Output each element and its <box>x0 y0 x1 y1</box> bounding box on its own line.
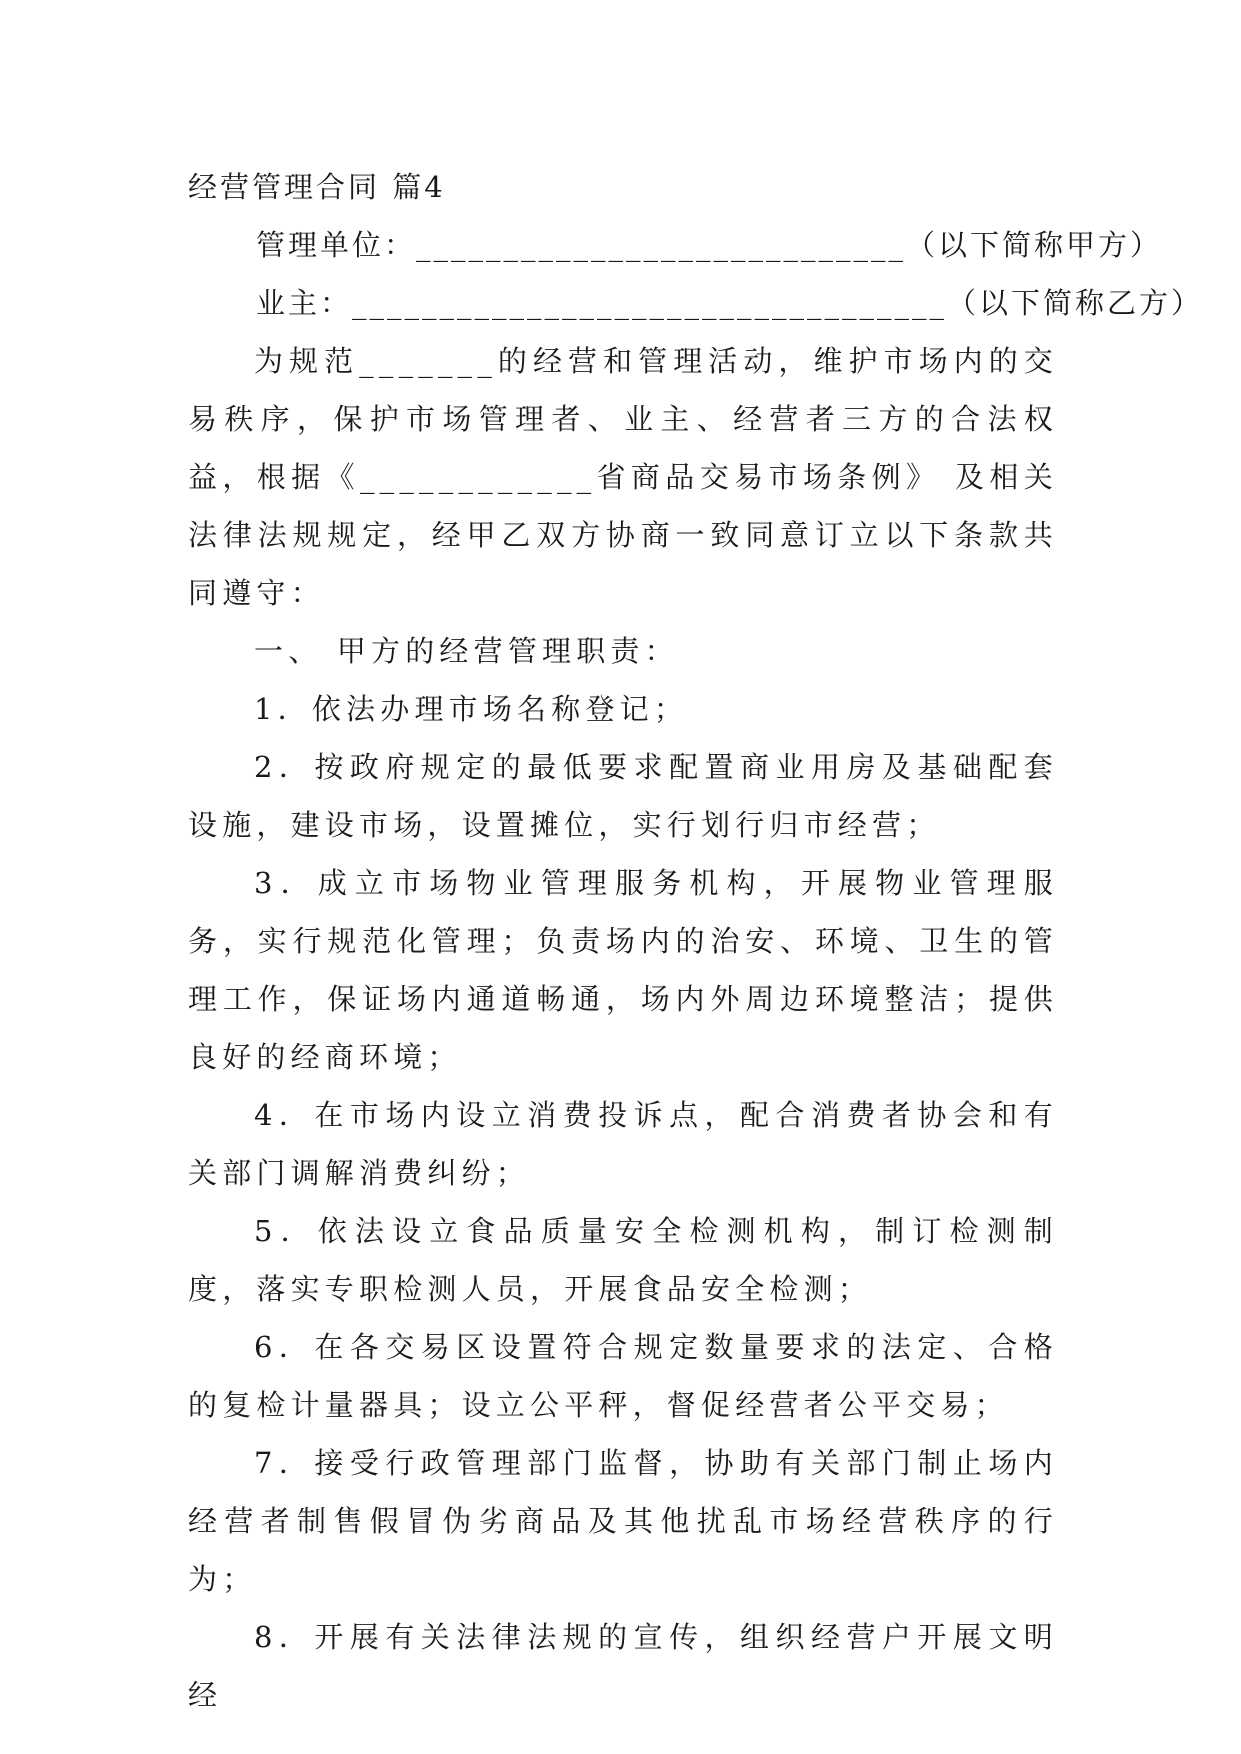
clause-1: 1．依法办理市场名称登记； <box>254 692 689 726</box>
party-b-line: 业主：__________________________________（以下简称乙方） <box>256 286 1204 320</box>
clause-7: 7．接受行政管理部门监督，协助有关部门制止场内经营者制售假冒伪劣商品及其他扰乱市场经营秩序的行为； <box>188 1446 1058 1596</box>
document-body <box>188 158 1204 1724</box>
party-a-line: 管理单位：____________________________（以下简称甲方） <box>256 228 1163 262</box>
clause-6: 6．在各交易区设置符合规定数量要求的法定、合格的复检计量器具；设立公平秤，督促经营者公平交易； <box>188 1330 1058 1422</box>
clause-8: 8．开展有关法律法规的宣传，组织经营户开展文明经 <box>188 1620 1058 1712</box>
preamble-paragraph: 为规范_______的经营和管理活动，维护市场内的交易秩序，保护市场管理者、业主、经营者三方的合法权益，根据《____________省商品交易市场条例》 及相关法律法规规定，经甲乙双方协商一致同意订立以下条款共同遵守： <box>188 344 1058 610</box>
clause-5: 5．依法设立食品质量安全检测机构，制订检测制度，落实专职检测人员，开展食品安全检测； <box>188 1214 1058 1306</box>
clause-4: 4．在市场内设立消费投诉点，配合消费者协会和有关部门调解消费纠纷； <box>188 1098 1058 1190</box>
clause-2: 2．按政府规定的最低要求配置商业用房及基础配套设施，建设市场，设置摊位，实行划行归市经营； <box>188 750 1058 842</box>
document-title: 经营管理合同 篇4 <box>188 170 446 204</box>
clause-3: 3．成立市场物业管理服务机构，开展物业管理服务，实行规范化管理；负责场内的治安、环境、卫生的管理工作，保证场内通道畅通，场内外周边环境整洁；提供良好的经商环境； <box>188 866 1058 1074</box>
section-heading: 一、 甲方的经营管理职责： <box>254 634 679 668</box>
